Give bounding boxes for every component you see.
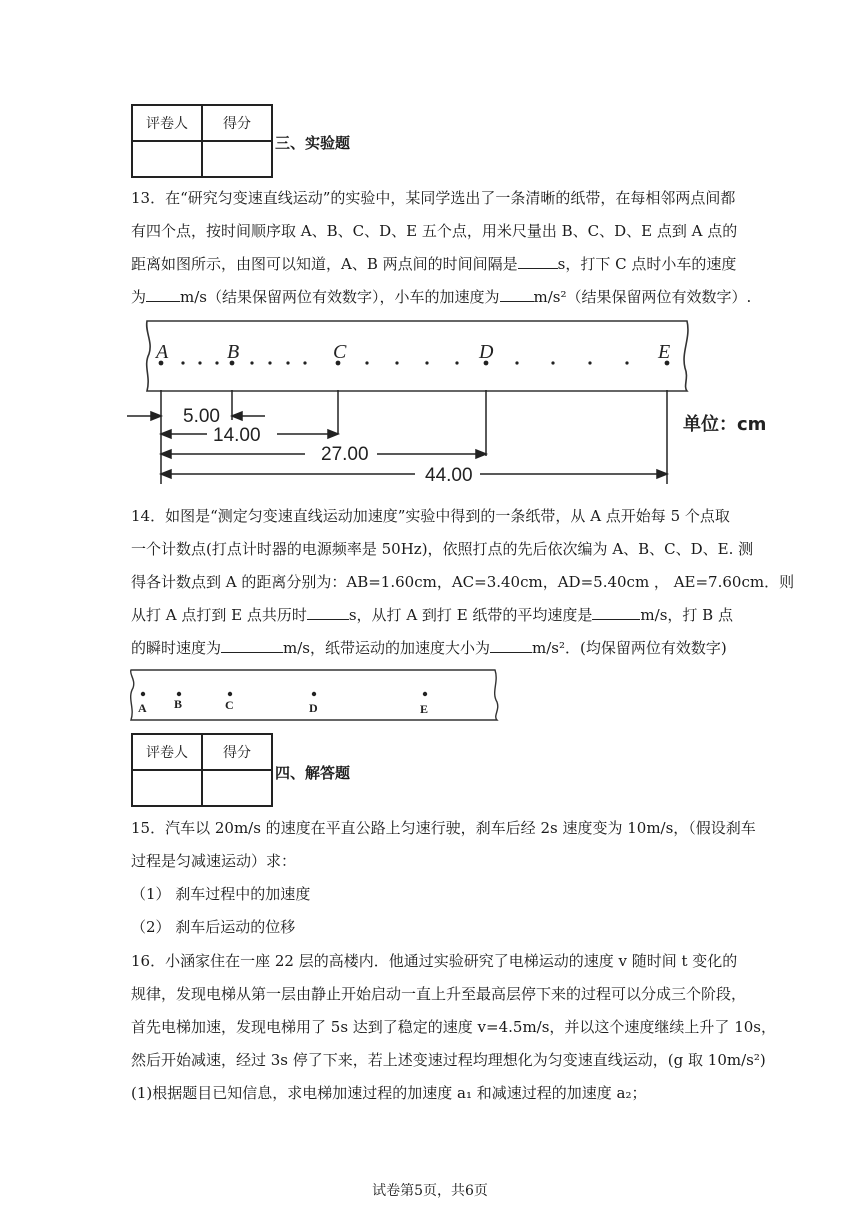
section-title: 三、实验题 — [275, 134, 351, 152]
point-label-c: C — [333, 341, 347, 363]
q14-line — [131, 632, 731, 665]
q13-line: 有四个点，按时间顺序取 A、B、C、D、E 五个点，用米尺量出 B、C、D、E 点到 A 点的 — [131, 222, 738, 240]
q14-text: 从打 A 点打到 E 点共历时 — [131, 606, 307, 624]
distance-label-ab: 5.00 — [183, 406, 220, 427]
tape-figure-1 — [125, 316, 785, 496]
point-label-c: C — [225, 698, 234, 712]
tape-dots — [141, 692, 427, 696]
q16-line: 首先电梯加速，发现电梯用了 5s 达到了稳定的速度 v=4.5m/s，并以这个速度继续上升了 10s， — [131, 1018, 776, 1036]
q14-line: 得各计数点到 A 的距离分别为：AB=1.60cm，AC=3.40cm，AD=5.40cm ， AE=7.60cm．则 — [131, 573, 795, 591]
q14-text: m/s²．(均保留两位有效数字) — [532, 639, 727, 657]
answer-blank[interactable] — [307, 605, 349, 620]
score-header: 得分 — [202, 105, 272, 141]
q16-line: 规律，发现电梯从第一层由静止开始启动一直上升至最高层停下来的过程可以分成三个阶段， — [131, 985, 747, 1003]
tape-figure-2 — [125, 668, 505, 723]
q16-line: 然后开始减速，经过 3s 停了下来，若上述变速过程均理想化为匀变速直线运动，(g 取 10m/s²) — [131, 1051, 766, 1069]
question-16 — [131, 945, 776, 1110]
answer-blank[interactable] — [221, 638, 283, 653]
q16-line: (1)根据题目已知信息，求电梯加速过程的加速度 a₁ 和减速过程的加速度 a₂； — [131, 1084, 647, 1102]
answer-blank[interactable] — [500, 287, 534, 302]
page-footer: 试卷第5页，共6页 — [372, 1183, 488, 1199]
point-label-a: A — [138, 701, 147, 715]
answer-blank[interactable] — [592, 605, 640, 620]
point-label-d: D — [479, 341, 494, 363]
q14-line: 一个计数点(打点计时器的电源频率是 50Hz)，依照打点的先后依次编为 A、B、C、D、E. 测 — [131, 540, 754, 558]
q13-text: 为 — [131, 288, 147, 306]
point-label-b: B — [174, 697, 183, 711]
q13-line: 13．在“研究匀变速直线运动”的实验中，某同学选出了一条清晰的纸带，在每相邻两点间都 — [131, 189, 736, 207]
answer-blank[interactable] — [518, 254, 558, 269]
q13-line — [131, 281, 752, 314]
answer-blank[interactable] — [146, 287, 180, 302]
point-label-b: B — [227, 341, 240, 363]
score-cell — [202, 141, 272, 177]
question-13 — [131, 182, 752, 314]
score-header: 得分 — [202, 734, 272, 770]
unit-label: 单位：cm — [683, 414, 767, 435]
grader-cell — [132, 141, 202, 177]
q13-text: m/s（结果保留两位有效数字），小车的加速度为 — [180, 288, 500, 306]
question-14 — [131, 500, 795, 665]
grader-cell — [132, 770, 202, 806]
distance-label-ae: 44.00 — [425, 465, 473, 486]
q14-text: m/s，打 B 点 — [640, 606, 733, 624]
q14-line — [131, 599, 731, 632]
q16-line: 16．小涵家住在一座 22 层的高楼内．他通过实验研究了电梯运动的速度 v 随时间 t 变化的 — [131, 952, 738, 970]
score-cell — [202, 770, 272, 806]
grader-header: 评卷人 — [132, 105, 202, 141]
point-label-d: D — [309, 701, 318, 715]
q14-text: m/s，纸带运动的加速度大小为 — [283, 639, 490, 657]
q13-text: m/s²（结果保留两位有效数字）. — [533, 288, 752, 306]
q14-line: 14．如图是“测定匀变速直线运动加速度”实验中得到的一条纸带，从 A 点开始每 5 个点取 — [131, 507, 730, 525]
q15-line: 过程是匀减速运动）求： — [131, 852, 297, 870]
point-label-a: A — [156, 341, 169, 363]
q15-line: 15．汽车以 20m/s 的速度在平直公路上匀速行驶，刹车后经 2s 速度变为 10m/s，（假设刹车 — [131, 819, 756, 837]
section-title: 四、解答题 — [275, 764, 351, 782]
q13-text: 距离如图所示，由图可以知道，A、B 两点间的时间间隔是 — [131, 255, 518, 273]
point-label-e: E — [420, 702, 429, 716]
distance-label-ad: 27.00 — [321, 444, 369, 465]
grader-header: 评卷人 — [132, 734, 202, 770]
distance-label-ac: 14.00 — [213, 425, 261, 446]
q13-text: s，打下 C 点时小车的速度 — [557, 255, 737, 273]
q15-subquestion: （1） 刹车过程中的加速度 — [131, 885, 311, 903]
question-15 — [131, 812, 756, 944]
q14-text: s，从打 A 到打 E 纸带的平均速度是 — [348, 606, 593, 624]
point-label-e: E — [658, 341, 671, 363]
score-box — [131, 104, 273, 178]
q14-text: 的瞬时速度为 — [131, 639, 222, 657]
answer-blank[interactable] — [490, 638, 532, 653]
q13-line — [131, 248, 737, 281]
score-box — [131, 733, 273, 807]
q15-subquestion: （2） 刹车后运动的位移 — [131, 918, 296, 936]
